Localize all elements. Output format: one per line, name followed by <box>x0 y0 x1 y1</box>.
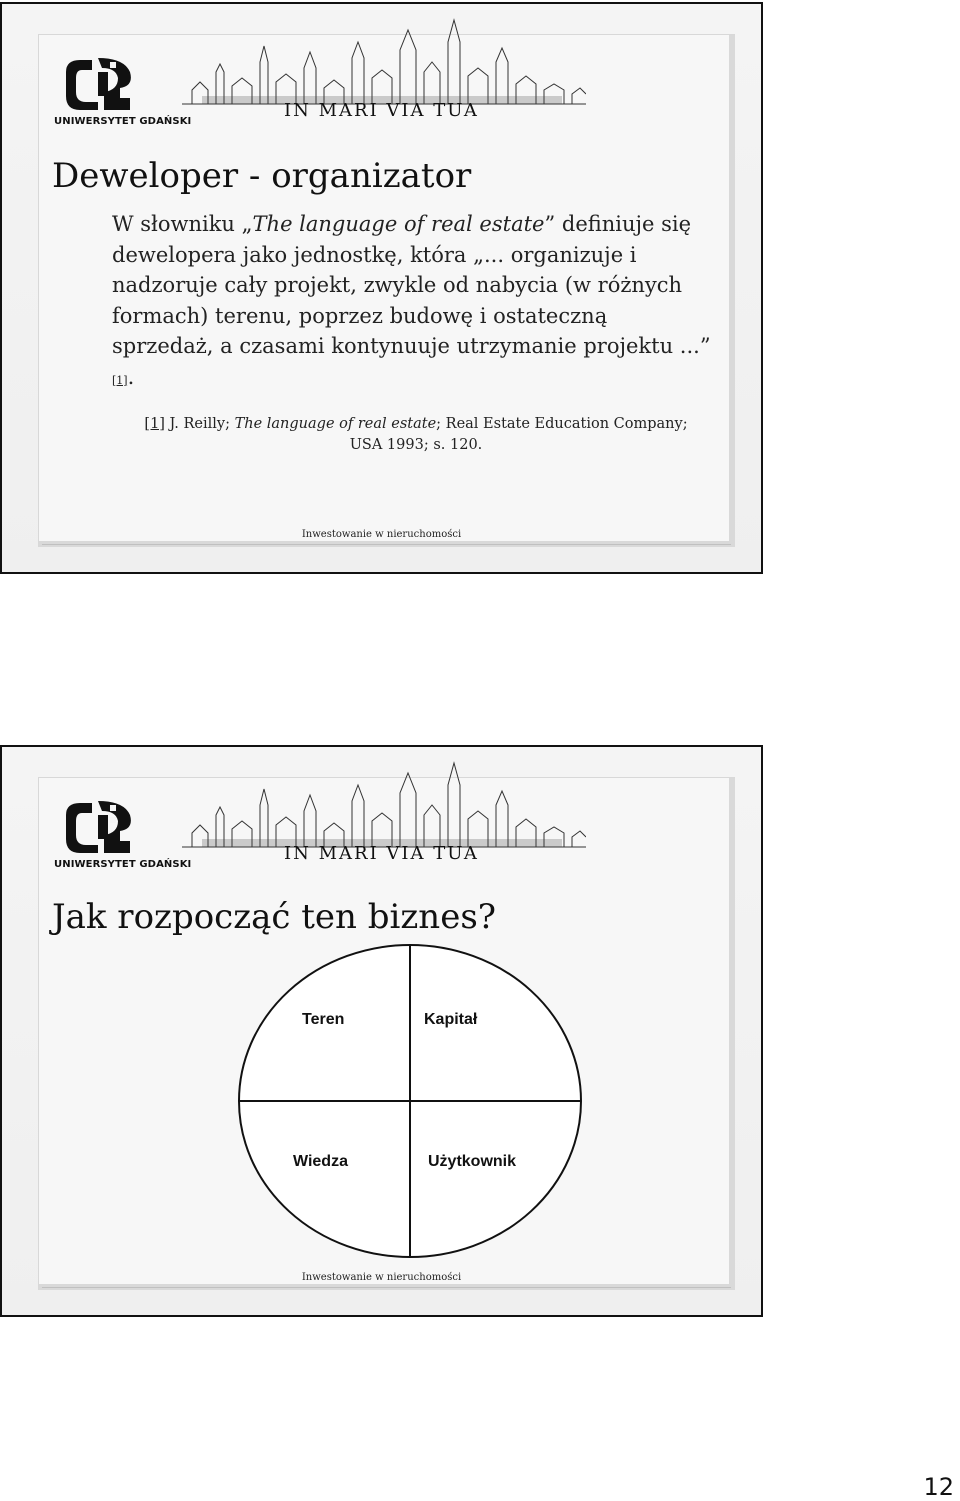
slide-2-title: Jak rozpocząć ten biznes? <box>52 897 496 937</box>
footnote-book-title: The language of real estate <box>234 416 437 432</box>
footnote-reference[interactable]: [1] <box>144 416 165 432</box>
body-quote-open: „ <box>241 212 253 236</box>
slide-1-title: Deweloper - organizator <box>52 156 472 196</box>
slide-1-footer: Inwestowanie w nieruchomości <box>301 529 462 540</box>
body-text-main: definiuje się dewelopera jako jednostkę, która „... organizuje i nadzoruje cały projekt, zwykle od nabycia (w różnych formach) terenu, poprzez budowę i ostateczną sprzedaż, a czasami kontynuuje utrzymanie projektu ...” <box>112 212 711 358</box>
book-title: The language of real estate <box>252 212 545 236</box>
footer-divider <box>42 544 731 545</box>
body-quote-close: ” <box>544 212 556 236</box>
quadrant-label-kapital: Kapitał <box>424 1011 478 1028</box>
quadrant-diagram <box>232 942 588 1260</box>
footnote-author: J. Reilly; <box>164 416 235 432</box>
footnote-details: ; Real Estate Education Company; USA 1993; s. 120. <box>349 416 688 453</box>
logo-emblem-icon <box>58 52 148 116</box>
body-text-pre: W słowniku <box>112 212 242 236</box>
slide-1-body <box>112 209 712 396</box>
quadrant-label-uzytkownik: Użytkownik <box>428 1153 517 1170</box>
quadrant-label-teren: Teren <box>302 1011 345 1028</box>
body-text-end: . <box>127 364 135 389</box>
page-number: 12 <box>923 1473 954 1501</box>
university-logo <box>54 52 192 156</box>
footnote <box>126 414 706 456</box>
university-motto: IN MARI VIA TUA <box>284 843 479 864</box>
reference-link[interactable]: [1] <box>112 373 128 387</box>
slide-1 <box>0 2 763 574</box>
quadrant-label-wiedza: Wiedza <box>293 1153 348 1170</box>
slide-2-footer: Inwestowanie w nieruchomości <box>301 1272 462 1283</box>
university-logo <box>54 795 192 899</box>
footer-divider <box>42 1287 731 1288</box>
slide-2 <box>0 745 763 1317</box>
logo-emblem-icon <box>58 795 148 859</box>
logo-text: UNIWERSYTET GDAŃSKI <box>54 859 192 870</box>
university-motto: IN MARI VIA TUA <box>284 100 479 121</box>
logo-text: UNIWERSYTET GDAŃSKI <box>54 116 192 127</box>
